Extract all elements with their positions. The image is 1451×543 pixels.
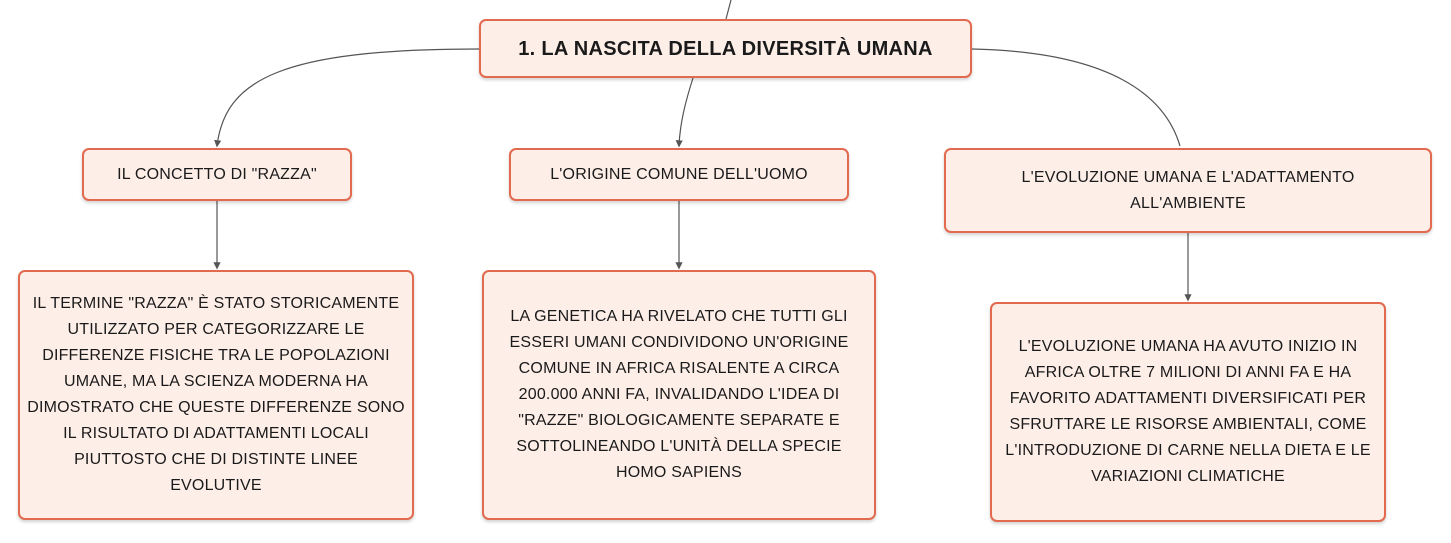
topic-node-concept-of-race[interactable] — [82, 148, 352, 201]
root-topic-node[interactable] — [479, 19, 972, 78]
detail-node-common-origin[interactable] — [482, 270, 876, 520]
topic-title: L'EVOLUZIONE UMANA E L'ADATTAMENTO ALL'AMBIENTE — [1021, 168, 1355, 212]
topic-title: IL CONCETTO DI "RAZZA" — [117, 165, 317, 183]
connector-root-to-origin — [679, 78, 693, 146]
detail-text: L'EVOLUZIONE UMANA HA AVUTO INIZIO IN AFRICA OLTRE 7 MILIONI DI ANNI FA E HA FAVORITO ADATTAMENTI DIVERSIFICATI PER SFRUTTARE LE RISORSE AMBIENTALI, COME L'INTRODUZIONE DI CARNE NELLA DIETA E LE VARIAZIONI CLIMATICHE — [1005, 338, 1371, 485]
detail-node-concept-of-race[interactable] — [18, 270, 414, 520]
detail-node-human-evolution[interactable] — [990, 302, 1386, 522]
topic-node-human-evolution[interactable] — [944, 148, 1432, 233]
connector-root-to-concept — [217, 49, 479, 146]
topic-node-common-origin[interactable] — [509, 148, 849, 201]
topic-title: L'ORIGINE COMUNE DELL'UOMO — [550, 165, 808, 183]
detail-text: IL TERMINE "RAZZA" È STATO STORICAMENTE UTILIZZATO PER CATEGORIZZARE LE DIFFERENZE FISICHE TRA LE POPOLAZIONI UMANE, MA LA SCIENZA MODERNA HA DIMOSTRATO CHE QUESTE DIFFERENZE SONO IL RISULTATO DI ADATTAMENTI LOCALI PIUTTOSTO CHE DI DISTINTE LINEE EVOLUTIVE — [27, 295, 405, 494]
connector-root-to-evolution — [972, 49, 1180, 146]
root-topic-title: 1. LA NASCITA DELLA DIVERSITÀ UMANA — [518, 37, 933, 60]
detail-text: LA GENETICA HA RIVELATO CHE TUTTI GLI ESSERI UMANI CONDIVIDONO UN'ORIGINE COMUNE IN AFRICA RISALENTE A CIRCA 200.000 ANNI FA, INVALIDANDO L'IDEA DI "RAZZE" BIOLOGICAMENTE SEPARATE E SOTTOLINEANDO L'UNITÀ DELLA SPECIE HOMO SAPIENS — [509, 308, 849, 481]
connector-parent-to-root — [726, 0, 731, 19]
